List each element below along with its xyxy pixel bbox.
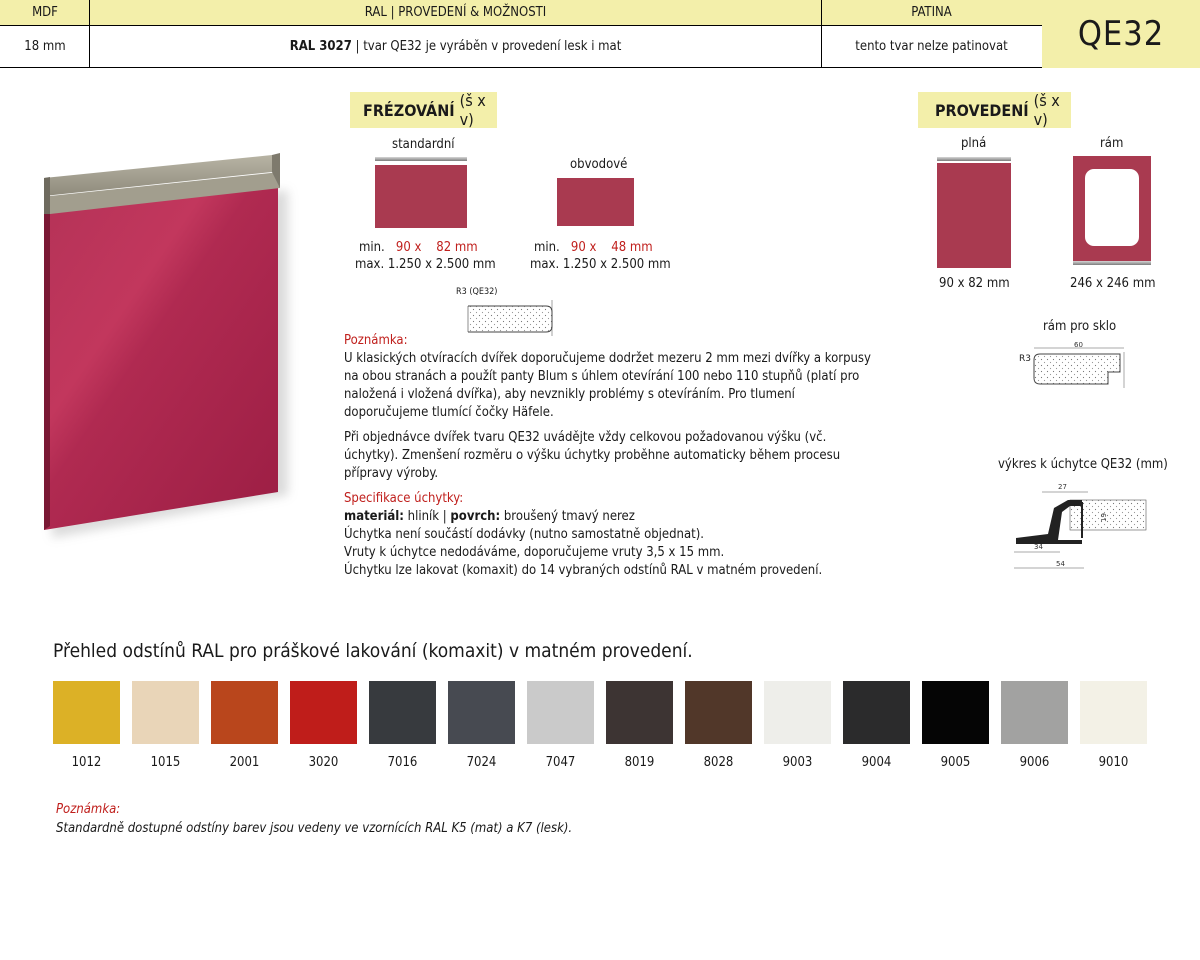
spec-mat-value: hliník | [403,509,451,524]
vykres-label: výkres k úchytce QE32 (mm) [998,457,1168,472]
header-col-ral: RAL | PROVEDENÍ & MOŽNOSTI [364,5,547,20]
ral-swatch-label: 3020 [308,755,339,770]
ram-swatch [1073,156,1151,261]
ral-swatch-label: 7024 [466,755,497,770]
ral-code-bold: RAL 3027 [289,39,352,54]
profile-label: R3 (QE32) [456,287,498,297]
provedeni-title: PROVEDENÍ [935,100,1029,120]
ral-description: | tvar QE32 je vyráběn v provedení lesk i mat [351,39,622,54]
ral-swatch-label: 7047 [545,755,576,770]
ral-swatch-9005 [922,681,989,744]
ram-sklo-r-text: R3 [1019,354,1031,364]
provedeni-suffix: (š x v) [1033,91,1060,129]
ram-sklo-dim-text: 60 [1074,341,1083,349]
ral-swatch-label: 1012 [71,755,102,770]
header-value-ral [90,25,821,68]
ral-swatch-9003 [764,681,831,744]
standard-min-label: min. [359,240,385,255]
ram-glass-opening [1085,169,1139,246]
obvod-min [534,240,653,255]
obvod-max: max. 1.250 x 2.500 mm [530,257,671,272]
ram-sklo-diagram [1016,340,1128,398]
obvod-min-value: 90 x 48 mm [570,240,653,255]
header-divider [0,25,1042,26]
provedeni-tab [918,92,1071,128]
spec-line-3: Vruty k úchytce nedodáváme, doporučujeme vruty 3,5 x 15 mm. [344,545,725,560]
ral-swatch-7047 [527,681,594,744]
notes-title: Poznámka: [344,333,408,348]
ral-swatch-label: 1015 [150,755,181,770]
spec-line-4: Úchytku lze lakovat (komaxit) do 14 vybraných odstínů RAL v matném provedení. [344,563,823,578]
frezovani-tab [350,92,497,128]
standard-min [359,240,478,255]
obvod-swatch [557,178,634,226]
spec-title: Specifikace úchytky: [344,491,464,506]
door-product-image [30,150,300,550]
ral-swatch-label: 9010 [1098,755,1129,770]
ral-swatch-label: 9005 [940,755,971,770]
obvod-min-label: min. [534,240,560,255]
spec-mat-label: materiál: [344,509,404,524]
ral-swatch-label: 8028 [703,755,734,770]
frezovani-title: FRÉZOVÁNÍ [363,100,455,120]
obvod-label: obvodové [570,157,628,172]
header-col-mdf: MDF [32,5,58,20]
ral-swatch-label: 2001 [229,755,260,770]
ram-label: rám [1100,136,1124,151]
ral-swatch-2001 [211,681,278,744]
dim-34-text: 34 [1034,543,1043,551]
notes-paragraph-1: U klasických otvíracích dvířek doporučujeme dodržet mezeru 2 mm mezi dvířky a korpusy na obou stranách a použít panty Blum s úhlem otevírání 100 nebo 110 stupňů (platí pro naložená i vložená dvířka), aby nevznikly problémy s otevíráním. Pro tlumení doporučujeme tlumící čočky Häfele. [344,351,871,420]
product-code: QE32 [1042,0,1200,68]
ral-swatch-8028 [685,681,752,744]
ral-swatch-7016 [369,681,436,744]
header-col-patina: PATINA [911,5,952,20]
header-value-mdf: 18 mm [24,39,66,54]
ral-swatch-8019 [606,681,673,744]
standard-swatch [375,165,467,228]
ral-swatch-label: 9003 [782,755,813,770]
ral-swatch-7024 [448,681,515,744]
ral-swatch-label: 9006 [1019,755,1050,770]
header-value-patina: tento tvar nelze patinovat [855,39,1008,54]
spec-header-table [0,0,1042,68]
header-vline-2 [821,0,822,68]
ram-edge-bar [1073,261,1151,265]
plna-label: plná [961,136,987,151]
ral-overview-title: Přehled odstínů RAL pro práškové lakování (komaxit) v matném provedení. [53,640,693,662]
frezovani-suffix: (š x v) [459,91,486,129]
plna-size: 90 x 82 mm [939,276,1010,291]
spec-pov-label: povrch: [450,509,501,524]
plna-edge-bar [937,157,1011,161]
spec-line-2: Úchytka není součástí dodávky (nutno samostatně objednat). [344,527,704,542]
standard-min-value: 90 x 82 mm [395,240,478,255]
ral-swatch-1012 [53,681,120,744]
spec-material-line [344,508,876,526]
ral-swatch-9010 [1080,681,1147,744]
ram-size: 246 x 246 mm [1070,276,1156,291]
ral-note [56,800,572,838]
ral-swatch-label: 7016 [387,755,418,770]
dim-54-text: 54 [1056,560,1065,568]
plna-swatch [937,163,1011,268]
notes-paragraph-2: Při objednávce dvířek tvaru QE32 uvádějte vždy celkovou požadovanou výšku (vč. úchytky). Zmenšení rozměru o výšku úchytky proběhne automaticky během procesu přípravy výroby. [344,430,841,481]
standard-max: max. 1.250 x 2.500 mm [355,257,496,272]
dim-27-text: 27 [1058,483,1067,491]
header-bottom-line [0,67,1042,68]
spec-pov-value: broušený tmavý nerez [500,509,635,524]
ral-swatch-label: 8019 [624,755,655,770]
ral-swatch-3020 [290,681,357,744]
handle-drawing [1010,478,1150,576]
standard-edge-bar [375,157,467,161]
ral-note-text: Standardně dostupné odstíny barev jsou vedeny ve vzornících RAL K5 (mat) a K7 (lesk). [56,821,573,836]
ral-note-title: Poznámka: [56,802,121,817]
ram-sklo-label: rám pro sklo [1043,319,1117,334]
standard-label: standardní [392,137,455,152]
ral-swatch-9006 [1001,681,1068,744]
ral-swatch-1015 [132,681,199,744]
ral-swatch-9004 [843,681,910,744]
header-vline-1 [89,0,90,68]
notes-block [344,332,876,580]
dim-19-text: 19 [1100,513,1108,522]
ral-swatch-label: 9004 [861,755,892,770]
